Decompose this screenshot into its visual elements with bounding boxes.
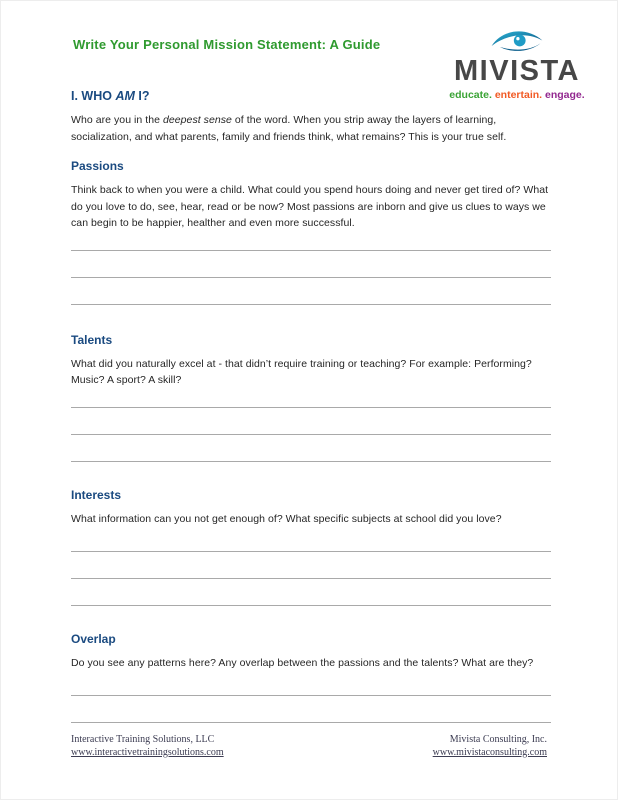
section-heading-interests: Interests (71, 487, 122, 502)
writing-line (71, 695, 551, 696)
footer-company-right: Mivista Consulting, Inc. (449, 734, 547, 745)
footer-left-column (71, 734, 224, 759)
document-title: Write Your Personal Mission Statement: A Guide (73, 37, 381, 52)
page-footer (71, 734, 547, 759)
section-question-talents: What did you naturally excel at - that didn’t require training or teaching? For example: Performing? Music? A sport? A skill? (71, 357, 532, 386)
section-question-overlap: Do you see any patterns here? Any overlap between the passions and the talents? What are they? (71, 657, 534, 669)
section-heading-talents: Talents (71, 332, 113, 347)
intro-paragraph: Who are you in the deepest sense of the word. When you strip away the layers of learning, socialization, and what parents, family and friends think, what remains? This is your true self. (71, 114, 507, 143)
eye-icon (488, 25, 546, 56)
section-question-passions: Think back to when you were a child. What could you spend hours doing and never get tired of? What do you love to do, see, hear, read or be now? Most passions are inborn and give us clues to ways we can begin to be happier, healther and even more successful. (71, 184, 549, 229)
writing-line (71, 461, 551, 462)
writing-line (71, 434, 551, 435)
writing-line (71, 277, 551, 278)
section-heading-who-am-i: I. WHO AM I? (71, 89, 150, 103)
logo-brand-text: MIVISTA (454, 55, 580, 87)
writing-line (71, 605, 551, 606)
footer-right-column (433, 734, 547, 759)
writing-line (71, 722, 551, 723)
writing-line (71, 304, 551, 305)
writing-lines-overlap (71, 695, 551, 723)
tagline-engage: engage. (545, 89, 585, 101)
writing-line (71, 407, 551, 408)
section-heading-passions: Passions (71, 159, 124, 173)
tagline-educate: educate. (449, 89, 492, 101)
section-heading-overlap: Overlap (71, 632, 116, 646)
writing-line (71, 551, 551, 552)
writing-lines-passions (71, 250, 551, 305)
writing-lines-interests (71, 551, 551, 606)
section-question-interests: What information can you not get enough of? What specific subjects at school did you love? (71, 512, 502, 525)
writing-line (71, 578, 551, 579)
worksheet-body (71, 89, 551, 723)
footer-link-right[interactable]: www.mivistaconsulting.com (432, 746, 547, 758)
footer-link-left[interactable]: www.interactivetrainingsolutions.com (71, 746, 224, 758)
tagline-entertain: entertain. (494, 89, 543, 101)
writing-lines-talents (71, 407, 551, 462)
writing-line (71, 250, 551, 251)
footer-company-left: Interactive Training Solutions, LLC (71, 734, 215, 745)
